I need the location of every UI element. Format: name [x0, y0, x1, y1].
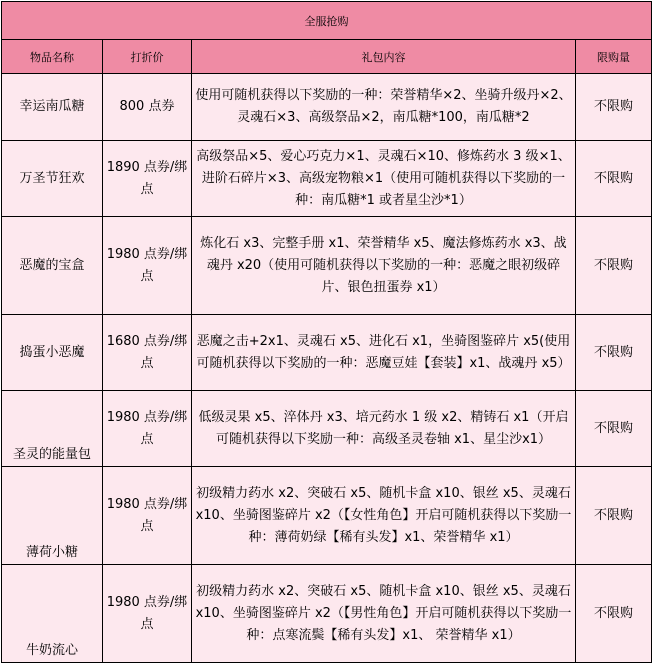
item-content: 高级祭品×5、爱心巧克力×1、灵魂石×10、修炼药水 3 级×1、进阶石碎片×3、高级宠物粮×1（使用可随机获得以下奖励的一种：南瓜糖*1 或者星尘沙*1）	[192, 141, 576, 217]
header-limit: 限购量	[576, 40, 652, 74]
table-row	[2, 391, 652, 467]
item-limit: 不限购	[576, 217, 652, 315]
item-price: 800 点券	[103, 74, 192, 141]
table-row	[2, 467, 652, 565]
header-price: 打折价	[103, 40, 192, 74]
item-name: 牛奶流心	[2, 565, 103, 663]
item-name: 捣蛋小恶魔	[2, 315, 103, 391]
item-name: 幸运南瓜糖	[2, 74, 103, 141]
item-name: 恶魔的宝盒	[2, 217, 103, 315]
item-price: 1980 点券/绑点	[103, 565, 192, 663]
table-row	[2, 565, 652, 663]
item-content: 使用可随机获得以下奖励的一种：荣誉精华×2、坐骑升级丹×2、灵魂石×3、高级祭品×2，南瓜糖*100，南瓜糖*2	[192, 74, 576, 141]
item-limit: 不限购	[576, 74, 652, 141]
item-price: 1980 点券/绑点	[103, 391, 192, 467]
table-title: 全服抢购	[2, 2, 652, 40]
table-row	[2, 74, 652, 141]
item-content: 初级精力药水 x2、突破石 x5、随机卡盒 x10、银丝 x5、灵魂石 x10、坐骑图鉴碎片 x2（【男性角色】开启可随机获得以下奖励一种：点寒流鬓【稀有头发】x1、 荣誉精华 x1）	[192, 565, 576, 663]
item-name: 万圣节狂欢	[2, 141, 103, 217]
item-price: 1890 点券/绑点	[103, 141, 192, 217]
item-content: 初级精力药水 x2、突破石 x5、随机卡盒 x10、银丝 x5、灵魂石 x10、坐骑图鉴碎片 x2（【女性角色】开启可随机获得以下奖励一种：薄荷奶绿【稀有头发】x1、荣誉精华 x1）	[192, 467, 576, 565]
item-name: 圣灵的能量包	[2, 391, 103, 467]
item-content: 恶魔之击+2x1、灵魂石 x5、进化石 x1，坐骑图鉴碎片 x5(使用可随机获得以下奖励的一种：恶魔豆娃【套装】x1、战魂丹 x5）	[192, 315, 576, 391]
header-name: 物品名称	[2, 40, 103, 74]
item-limit: 不限购	[576, 565, 652, 663]
item-content: 炼化石 x3、完整手册 x1、荣誉精华 x5、魔法修炼药水 x3、战魂丹 x20（使用可随机获得以下奖励的一种：恶魔之眼初级碎片、银色扭蛋券 x1）	[192, 217, 576, 315]
item-price: 1980 点券/绑点	[103, 217, 192, 315]
item-name: 薄荷小糖	[2, 467, 103, 565]
header-row	[2, 40, 652, 74]
item-limit: 不限购	[576, 467, 652, 565]
item-limit: 不限购	[576, 141, 652, 217]
table-row	[2, 315, 652, 391]
table-row	[2, 141, 652, 217]
item-limit: 不限购	[576, 315, 652, 391]
table-row	[2, 217, 652, 315]
item-price: 1680 点券/绑点	[103, 315, 192, 391]
item-content: 低级灵果 x5、淬体丹 x3、培元药水 1 级 x2、精铸石 x1（开启可随机获得以下奖励一种：高级圣灵卷轴 x1、星尘沙x1）	[192, 391, 576, 467]
item-limit: 不限购	[576, 391, 652, 467]
purchase-table	[1, 1, 652, 663]
item-price: 1980 点券/绑点	[103, 467, 192, 565]
title-row	[2, 2, 652, 40]
header-content: 礼包内容	[192, 40, 576, 74]
